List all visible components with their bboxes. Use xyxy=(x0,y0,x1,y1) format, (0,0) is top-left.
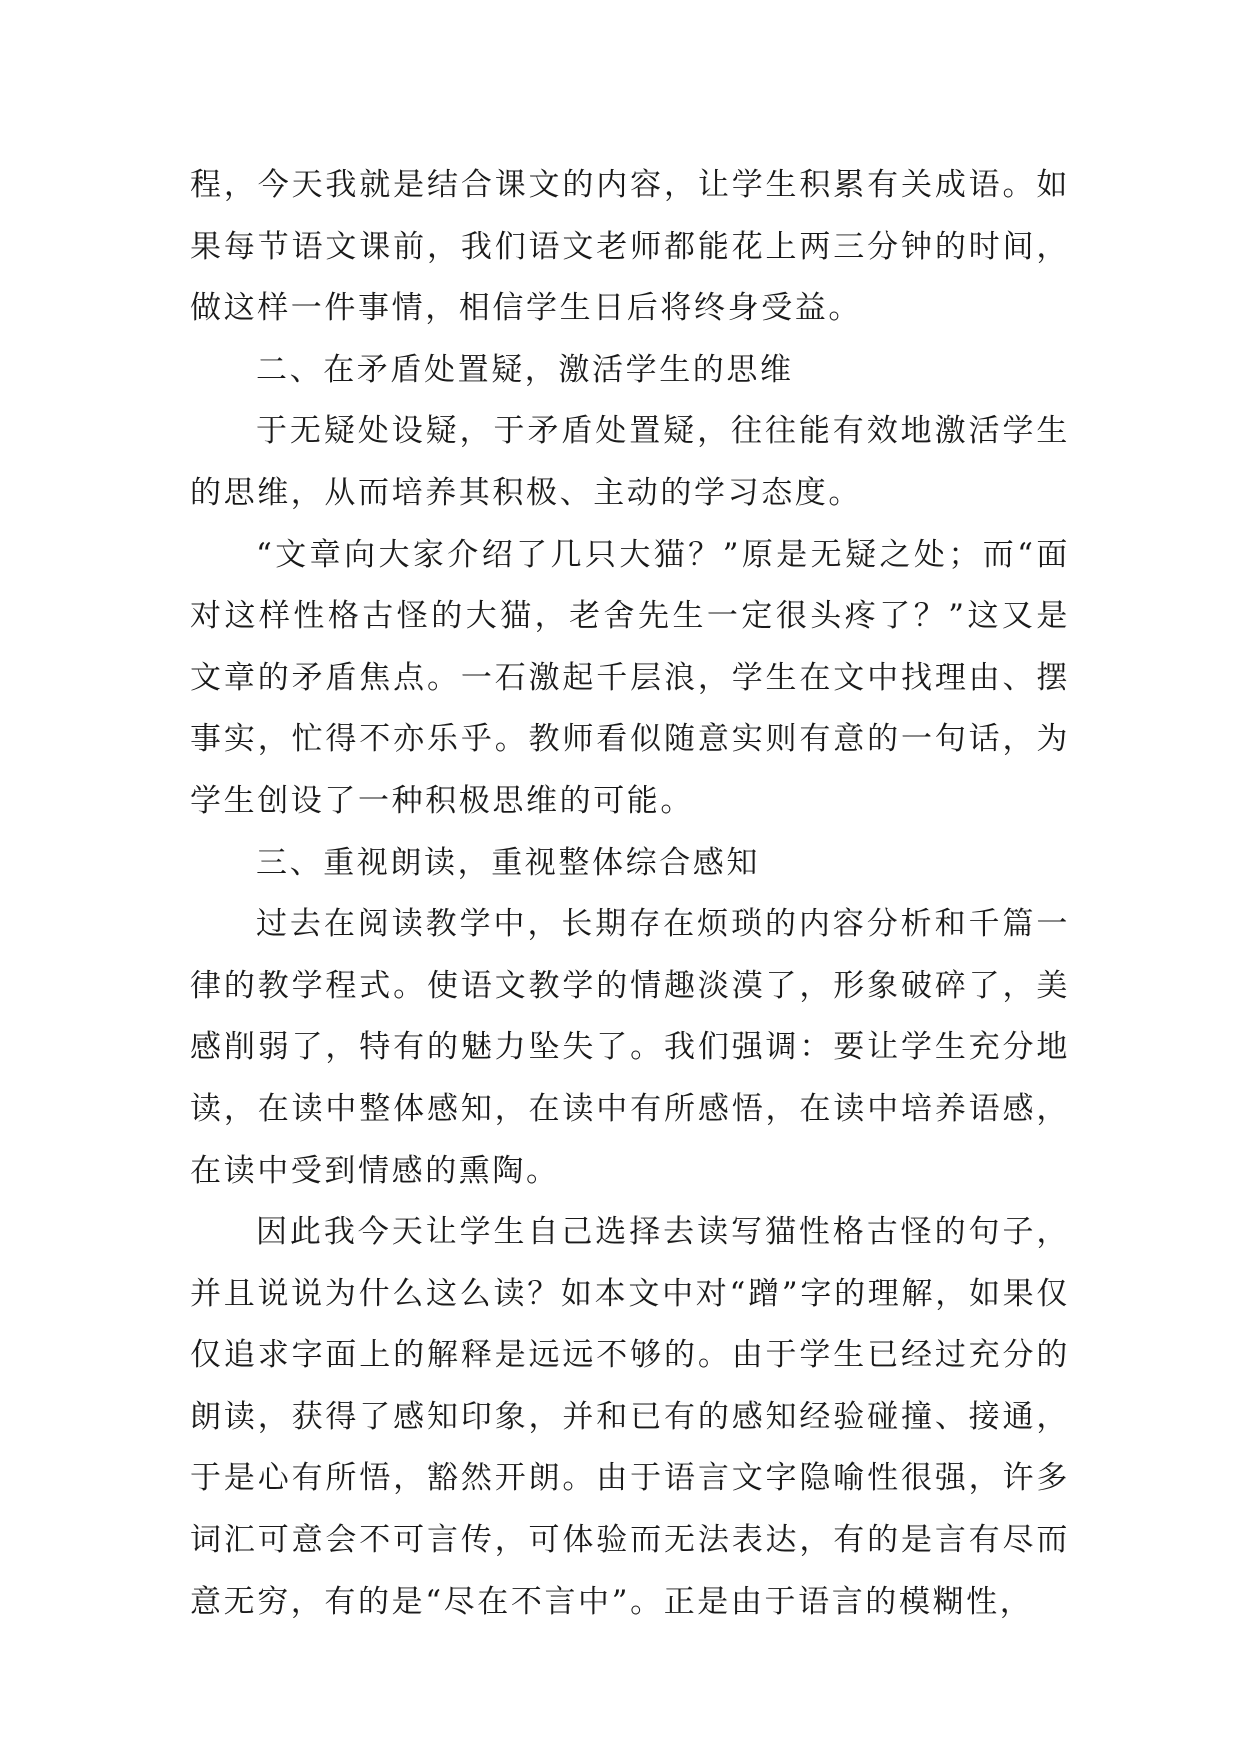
paragraph: 过去在阅读教学中，长期存在烦琐的内容分析和千篇一律的教学程式。使语文教学的情趣淡漠了，形象破碎了，美感削弱了，特有的魅力坠失了。我们强调：要让学生充分地读，在读中整体感知，在读中有所感悟，在读中培养语感，在读中受到情感的熏陶。 xyxy=(190,906,1070,1189)
paragraph: “文章向大家介绍了几只大猫？”原是无疑之处；而“面对这样性格古怪的大猫，老舍先生一定很头疼了？”这又是文章的矛盾焦点。一石激起千层浪，学生在文中找理由、摆事实，忙得不亦乐乎。教师看似随意实则有意的一句话，为学生创设了一种积极思维的可能。 xyxy=(190,536,1070,819)
document-body xyxy=(190,155,1070,1633)
section-heading-2: 二、在矛盾处置疑，激活学生的思维 xyxy=(256,351,794,388)
paragraph: 于无疑处设疑，于矛盾处置疑，往往能有效地激活学生的思维，从而培养其积极、主动的学习态度。 xyxy=(190,413,1070,511)
paragraph: 因此我今天让学生自己选择去读写猫性格古怪的句子，并且说说为什么这么读？如本文中对“蹭”字的理解，如果仅仅追求字面上的解释是远远不够的。由于学生已经过充分的朗读，获得了感知印象，并和已有的感知经验碰撞、接通，于是心有所悟，豁然开朗。由于语言文字隐喻性很强，许多词汇可意会不可言传，可体验而无法表达，有的是言有尽而意无穷，有的是“尽在不言中”。正是由于语言的模糊性， xyxy=(190,1214,1070,1620)
section-heading-3: 三、重视朗读，重视整体综合感知 xyxy=(256,844,760,881)
paragraph-continuation: 程，今天我就是结合课文的内容，让学生积累有关成语。如果每节语文课前，我们语文老师都能花上两三分钟的时间，做这样一件事情，相信学生日后将终身受益。 xyxy=(190,167,1070,327)
